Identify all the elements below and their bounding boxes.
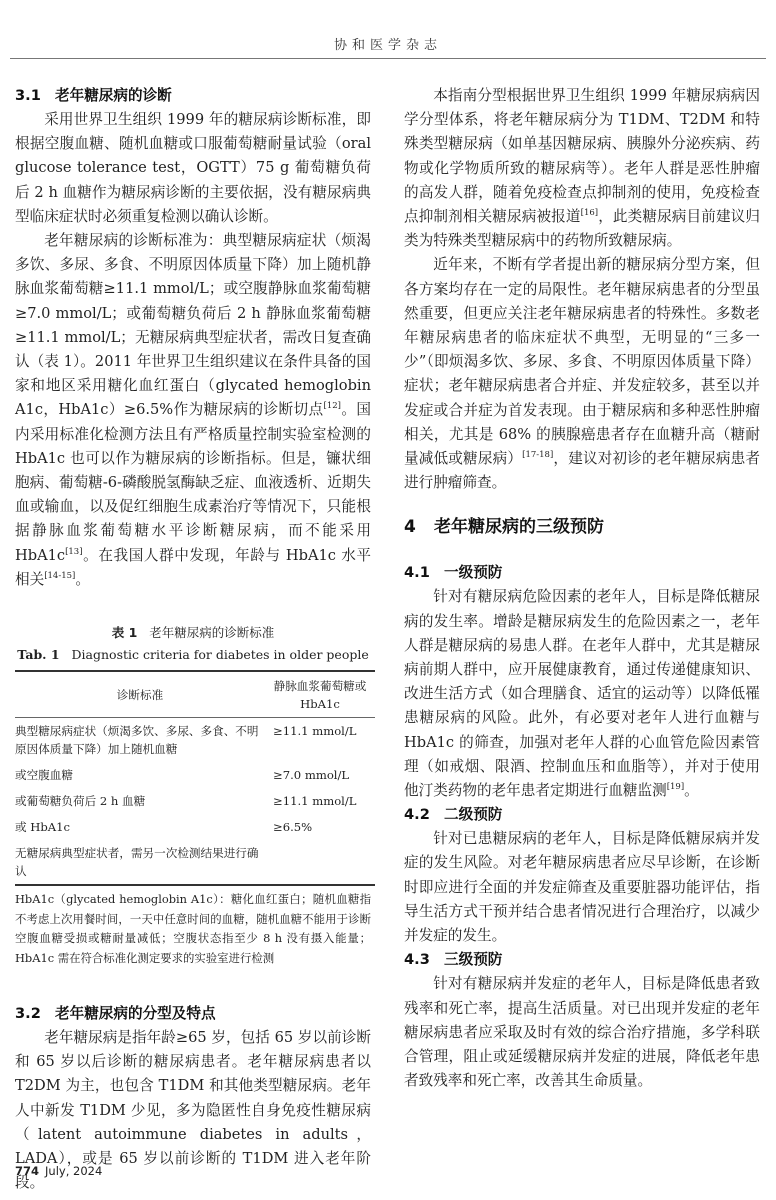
- text: 。国内采用标准化检测方法且有严格质量控制实验室检测的 HbA1c 也可以作为糖尿病的诊断指标。但是，镰状细胞病、葡萄糖-6-磷酸脱氢酶缺乏症、血液透析、近期失血或输血，以及促红细胞生成素治疗等情况下，只能根据静脉血浆葡萄糖水平诊断糖尿病，而不能采用 HbA1c: [15, 401, 371, 564]
- citation[interactable]: [13]: [65, 546, 83, 557]
- page-number: 774: [15, 1164, 40, 1178]
- text: 。: [75, 570, 90, 588]
- paragraph: [15, 229, 371, 592]
- table-number-en: Tab. 1: [17, 647, 60, 663]
- table-number: 表 1: [111, 625, 138, 641]
- paragraph: 采用世界卫生组织 1999 年的糖尿病诊断标准，即根据空腹血糖、随机血糖或口服葡萄糖耐量试验（oral glucose tolerance test，OGTT）75 g 葡萄糖负荷后 2 h 血糖作为糖尿病诊断的主要依据，没有糖尿病典型临床症状时必须重复检测以确认诊断。: [15, 111, 371, 225]
- table-caption-cn: [15, 622, 371, 644]
- right-column: [404, 84, 760, 1093]
- page-footer: [15, 1164, 102, 1178]
- table-caption-en: [15, 644, 371, 666]
- citation[interactable]: [17-18]: [522, 450, 554, 461]
- text: 本指南分型根据世界卫生组织 1999 年糖尿病病因学分型体系，将老年糖尿病分为 T1DM、T2DM 和特殊类型糖尿病（如单基因糖尿病、胰腺外分泌疾病、药物或化学物质所致的糖尿病等）。老年人群是恶性肿瘤的高发人群，随着免疫检查点抑制剂的使用，免疫检查点抑制剂相关糖尿病被报道: [404, 87, 760, 226]
- table-cell: 或 HbA1c: [15, 820, 71, 835]
- table-cell: 或葡萄糖负荷后 2 h 血糖: [15, 794, 146, 809]
- table-cell: 无糖尿病典型症状者，需另一次检测结果进行确认: [15, 846, 259, 879]
- table-cell: ≥6.5%: [273, 820, 313, 835]
- citation[interactable]: [19]: [666, 782, 685, 793]
- issue-date: July, 2024: [45, 1164, 103, 1178]
- table-title: 老年糖尿病的诊断标准: [149, 625, 275, 641]
- text: 。在我国人群中发现，年龄与 HbA1c 水平相关: [15, 546, 371, 588]
- section-title: 老年糖尿病的诊断: [55, 87, 172, 104]
- section-title: 二级预防: [444, 806, 503, 824]
- table-title-en: Diagnostic criteria for diabetes in older people: [71, 647, 369, 663]
- section-title: 老年糖尿病的三级预防: [434, 517, 604, 538]
- section-number: 3.2: [15, 1005, 41, 1023]
- text: 针对有糖尿病危险因素的老年人，目标是降低糖尿病的发生率。增龄是糖尿病发生的危险因素之一，老年人群是糖尿病的易患人群。在老年人群中，尤其是糖尿病前期人群中，应开展健康教育，通过传递健康知识、改进生活方式（如合理膳食、适宜的运动等）以降低罹患糖尿病的风险。此外，有必要对老年人进行血糖与 HbA1c 的筛查，加强对老年人群的心血管危险因素管理（如戒烟、限酒、控制血压和血脂等），并对于使用他汀类药物的老年患者定期进行血糖监测: [404, 588, 760, 800]
- section-3-1-heading: [15, 84, 371, 108]
- table-row: [15, 762, 375, 788]
- text: ，建议对初诊的老年糖尿病患者进行肿瘤筛查。: [404, 450, 760, 492]
- section-number: 4: [404, 517, 416, 538]
- table-row: [15, 718, 375, 763]
- paragraph: 针对有糖尿病并发症的老年人，目标是降低患者致残率和死亡率，提高生活质量。对已出现并发症的老年糖尿病患者应采取及时有效的综合治疗措施，多学科联合管理，阻止或延缓糖尿病并发症的进展，降低老年患者致残率和死亡率，改善其生命质量。: [404, 975, 760, 1090]
- paragraph: 针对已患糖尿病的老年人，目标是降低糖尿病并发症的发生风险。对老年糖尿病患者应尽早诊断，在诊断时即应进行全面的并发症筛查及重要脏器功能评估，指导生活方式干预并结合患者情况进行合理治疗，以减少并发症的发生。: [404, 830, 760, 945]
- diagnostic-criteria-table: [15, 670, 375, 886]
- table-cell: [265, 840, 375, 885]
- table-cell: ≥11.1 mmol/L: [273, 724, 357, 739]
- table-cell: ≥7.0 mmol/L: [273, 768, 350, 783]
- section-title: 一级预防: [444, 564, 503, 582]
- text: 近年来，不断有学者提出新的糖尿病分型方案，但各方案均存在一定的局限性。老年糖尿病患者的分型虽然重要，但更应关注老年糖尿病患者的特殊性。多数老年糖尿病患者的临床症状不典型，无明显的“三多一少”（即烦渴多饮、多尿、多食、不明原因体质量下降）症状；老年糖尿病患者合并症、并发症较多，甚至以并发症或合并症为首发表现。由于糖尿病和多种恶性肿瘤相关，尤其是 68% 的胰腺癌患者存在血糖升高（糖耐量减低或糖尿病）: [404, 256, 760, 468]
- table-header-row: [15, 671, 375, 718]
- section-title: 老年糖尿病的分型及特点: [55, 1005, 216, 1023]
- paragraph: [404, 253, 760, 495]
- section-4-1-heading: [404, 561, 760, 585]
- journal-title: 协和医学杂志: [333, 38, 442, 53]
- section-4-3-heading: [404, 948, 760, 972]
- text: 老年糖尿病的诊断标准为：典型糖尿病症状（烦渴多饮、多尿、多食、不明原因体质量下降）加上随机静脉血浆葡萄糖≥11.1 mmol/L；或空腹静脉血浆葡萄糖≥7.0 mmol/L；或葡萄糖负荷后 2 h 静脉血浆葡萄糖≥11.1 mmol/L；无糖尿病典型症状者，需改日复查确认（表 1）。2011 年世界卫生组织建议在条件具备的国家和地区采用糖化血红蛋白（glycated hemoglobin A1c，HbA1c）≥6.5%作为糖尿病的诊断切点: [15, 232, 371, 419]
- left-column: [15, 84, 371, 1195]
- section-number: 3.1: [15, 87, 41, 104]
- column-header: 诊断标准: [116, 688, 164, 703]
- table-row: [15, 814, 375, 840]
- paragraph: [404, 585, 760, 803]
- citation[interactable]: [12]: [323, 401, 341, 412]
- table-row: [15, 788, 375, 814]
- text: ，此类糖尿病目前建议归类为特殊类型糖尿病中的药物所致糖尿病。: [404, 208, 760, 250]
- paragraph: 老年糖尿病是指年龄≥65 岁，包括 65 岁以前诊断和 65 岁以后诊断的糖尿病患者。老年糖尿病患者以 T2DM 为主，也包含 T1DM 和其他类型糖尿病。老年人中新发 T1DM 少见，多为隐匿性自身免疫性糖尿病（latent autoimmune diabetes in adults，LADA），或是 65 岁以前诊断的 T1DM 进入老年阶段。: [15, 1029, 371, 1192]
- section-number: 4.2: [404, 806, 430, 824]
- section-number: 4.1: [404, 564, 430, 582]
- section-number: 4.3: [404, 951, 430, 969]
- table-note: HbA1c（glycated hemoglobin A1c）：糖化血红蛋白；随机血糖指不考虑上次用餐时间，一天中任意时间的血糖，随机血糖不能用于诊断空腹血糖受损或糖耐量减低；空腹状态指至少 8 h 没有摄入能量；HbA1c 需在符合标准化测定要求的实验室进行检测: [15, 892, 371, 965]
- table-row: [15, 840, 375, 885]
- table-cell: ≥11.1 mmol/L: [273, 794, 357, 809]
- table-cell: 典型糖尿病症状（烦渴多饮、多尿、多食、不明原因体质量下降）加上随机血糖: [15, 724, 259, 757]
- section-title: 三级预防: [444, 951, 503, 969]
- citation[interactable]: [14-15]: [44, 570, 76, 581]
- text: 。: [684, 782, 699, 800]
- paragraph: [404, 84, 760, 253]
- citation[interactable]: [16]: [580, 208, 599, 219]
- header-rule: [10, 58, 766, 59]
- section-3-2-heading: [15, 1002, 371, 1026]
- section-4-2-heading: [404, 803, 760, 827]
- column-header: 静脉血浆葡萄糖或 HbA1c: [273, 679, 367, 712]
- table-cell: 或空腹血糖: [15, 768, 73, 783]
- section-4-heading: [404, 515, 760, 539]
